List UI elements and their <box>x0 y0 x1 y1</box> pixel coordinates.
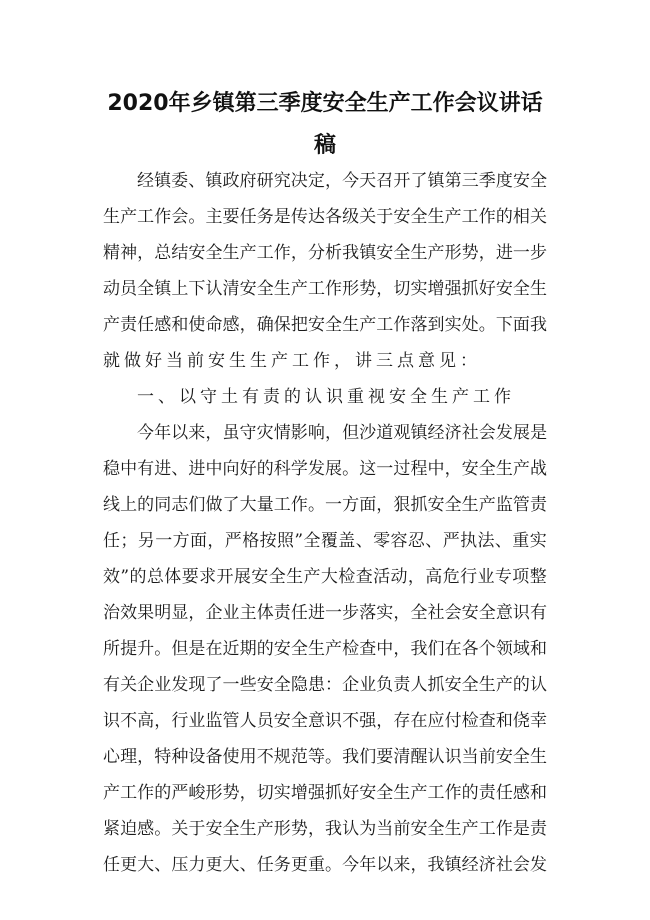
paragraph-line: 效”的总体要求开展安全生产大检查活动，高危行业专项整 <box>103 567 548 587</box>
paragraph-line: 就做好当前安生生产工作，讲三点意见： <box>103 351 481 371</box>
paragraph-line: 心理，特种设备使用不规范等。我们要清醒认识当前安全生 <box>103 747 548 767</box>
paragraph-line: 识不高，行业监管人员安全意识不强，存在应付检查和侥幸 <box>103 711 548 731</box>
paragraph-line: 任；另一方面，严格按照”全覆盖、零容忍、严执法、重实 <box>103 531 548 551</box>
paragraph-line: 线上的同志们做了大量工作。一方面，狠抓安全生产监管责 <box>103 495 548 515</box>
paragraph-line: 产工作的严峻形势，切实增强抓好安全生产工作的责任感和 <box>103 783 548 803</box>
paragraph-line: 动员全镇上下认清安全生产工作形势，切实增强抓好安全生 <box>103 279 548 299</box>
paragraph-line: 今年以来，虽守灾情影响，但沙道观镇经济社会发展是 <box>137 423 548 443</box>
paragraph-line: 有关企业发现了一些安全隐患：企业负责人抓安全生产的认 <box>103 675 548 695</box>
document-title-line-1: 2020年乡镇第三季度安全生产工作会议讲话 <box>107 91 543 116</box>
section-heading: 一、以守土有责的认识重视安全生产工作 <box>137 387 515 407</box>
paragraph-line: 所提升。但是在近期的安全生产检查中，我们在各个领域和 <box>103 639 548 659</box>
paragraph-line: 稳中有进、进中向好的科学发展。这一过程中，安全生产战 <box>103 459 548 479</box>
paragraph-line: 精神，总结安全生产工作，分析我镇安全生产形势，进一步 <box>103 243 548 263</box>
document-title-line-2: 稿 <box>313 133 336 158</box>
paragraph-line: 任更大、压力更大、任务更重。今年以来，我镇经济社会发 <box>103 855 548 875</box>
paragraph-line: 产责任感和使命感，确保把安全生产工作落到实处。下面我 <box>103 315 548 335</box>
paragraph-line: 紧迫感。关于安全生产形势，我认为当前安全生产工作是责 <box>103 819 548 839</box>
paragraph-line: 经镇委、镇政府研究决定，今天召开了镇第三季度安全 <box>137 171 548 191</box>
paragraph-line: 治效果明显，企业主体责任进一步落实，全社会安全意识有 <box>103 603 548 623</box>
paragraph-line: 生产工作会。主要任务是传达各级关于安全生产工作的相关 <box>103 207 548 227</box>
